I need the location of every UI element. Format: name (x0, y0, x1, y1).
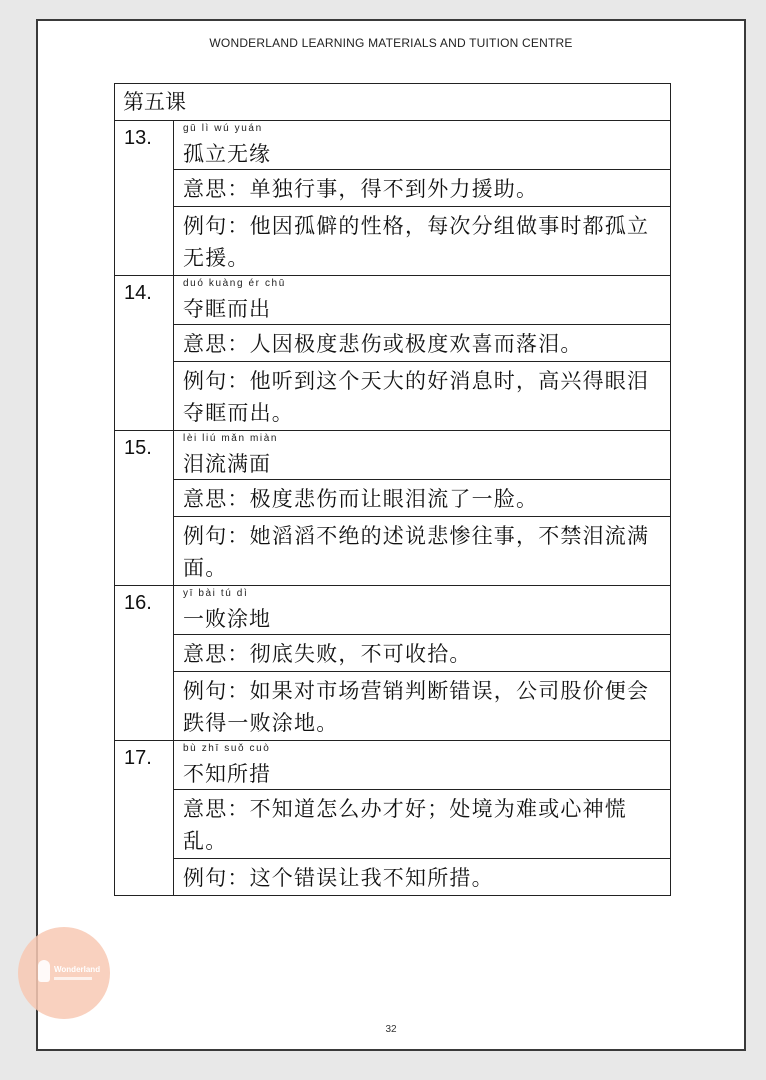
term-cell (174, 276, 671, 325)
meaning-text: 意思：人因极度悲伤或极度欢喜而落泪。 (174, 325, 671, 362)
logo-text: Wonderland (54, 965, 101, 974)
watermark-logo (18, 927, 110, 1019)
entry-number: 16. (115, 586, 174, 741)
example-text: 例句：他因孤僻的性格，每次分组做事时都孤立无援。 (174, 207, 671, 276)
example-text: 例句：他听到这个天大的好消息时，高兴得眼泪夺眶而出。 (174, 362, 671, 431)
entry-number: 13. (115, 121, 174, 276)
entry-row (115, 741, 671, 790)
meaning-text: 意思：不知道怎么办才好；处境为难或心神慌乱。 (174, 790, 671, 859)
entry-row (115, 431, 671, 480)
entry-row (115, 276, 671, 325)
idiom-term: 一败涂地 (183, 607, 271, 631)
logo-underline (54, 977, 92, 980)
pinyin: bù zhī suǒ cuò (183, 743, 271, 754)
page-header: WONDERLAND LEARNING MATERIALS AND TUITION CENTRE (209, 36, 573, 50)
example-row (115, 672, 671, 741)
pinyin: duó kuàng ér chū (183, 278, 286, 289)
meaning-row (115, 790, 671, 859)
term-cell (174, 586, 671, 635)
meaning-row (115, 325, 671, 362)
page-number: 32 (385, 1024, 397, 1035)
example-row (115, 207, 671, 276)
entry-number: 17. (115, 741, 174, 896)
idiom-term: 孤立无缘 (183, 142, 271, 166)
idiom-term: 不知所措 (183, 762, 271, 786)
example-row (115, 517, 671, 586)
example-row (115, 362, 671, 431)
example-text: 例句：如果对市场营销判断错误，公司股价便会跌得一败涂地。 (174, 672, 671, 741)
entry-row (115, 121, 671, 170)
meaning-row (115, 635, 671, 672)
lesson-title: 第五课 (115, 84, 671, 121)
lesson-title-row (115, 84, 671, 121)
meaning-text: 意思：极度悲伤而让眼泪流了一脸。 (174, 480, 671, 517)
entry-number: 14. (115, 276, 174, 431)
pinyin: gū lì wú yuán (183, 123, 263, 134)
vocabulary-table (114, 83, 671, 896)
idiom-term: 夺眶而出 (183, 297, 271, 321)
pinyin: yī bài tú dì (183, 588, 249, 599)
example-text: 例句：她滔滔不绝的述说悲惨往事，不禁泪流满面。 (174, 517, 671, 586)
idiom-term: 泪流满面 (183, 452, 271, 476)
pinyin: lèi liú mǎn miàn (183, 433, 279, 444)
example-text: 例句：这个错误让我不知所措。 (174, 859, 671, 896)
entry-number: 15. (115, 431, 174, 586)
example-row (115, 859, 671, 896)
term-cell (174, 431, 671, 480)
term-cell (174, 741, 671, 790)
meaning-row (115, 170, 671, 207)
entry-row (115, 586, 671, 635)
document-page (36, 19, 746, 1051)
meaning-text: 意思：单独行事，得不到外力援助。 (174, 170, 671, 207)
term-cell (174, 121, 671, 170)
meaning-row (115, 480, 671, 517)
meaning-text: 意思：彻底失败，不可收拾。 (174, 635, 671, 672)
logo-icon (38, 960, 50, 982)
